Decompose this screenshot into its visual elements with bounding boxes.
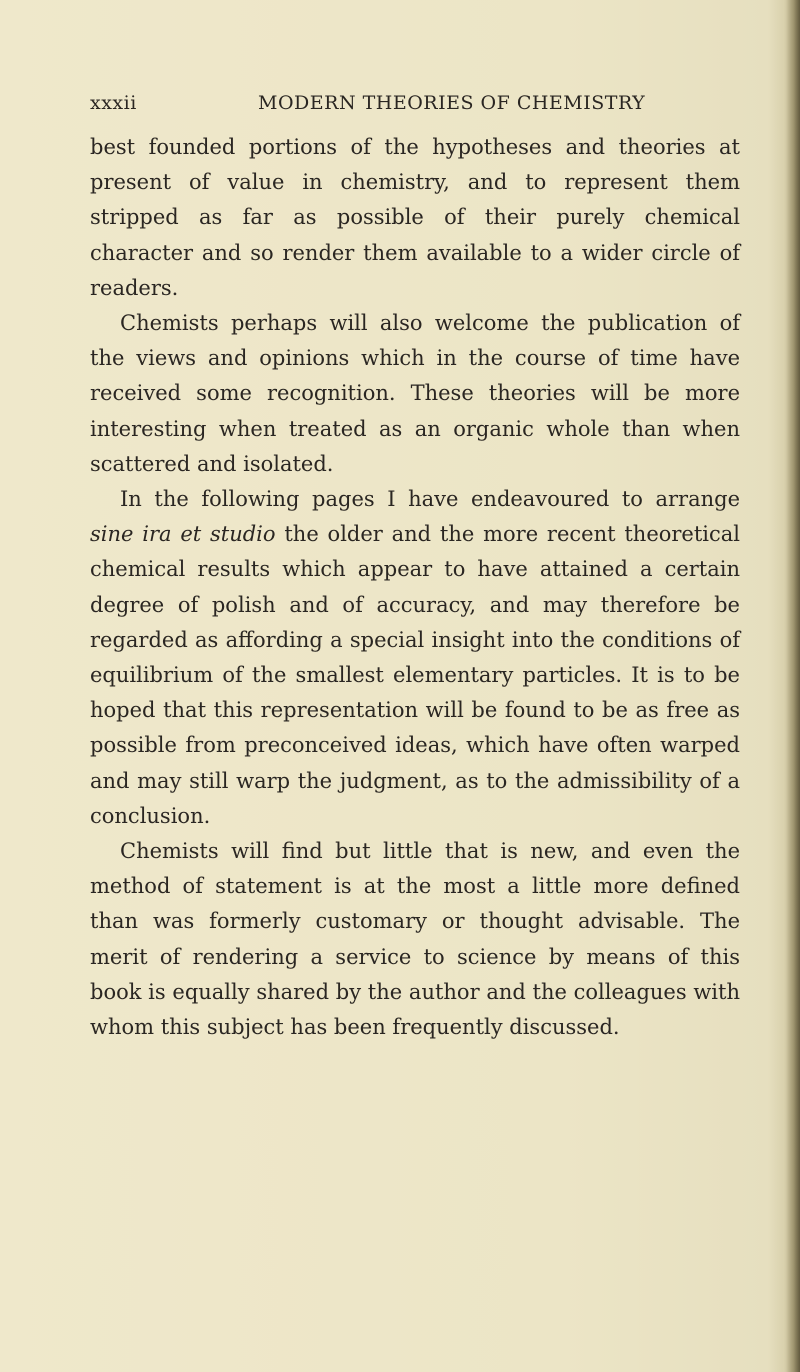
paragraph-3-end: the older and the more recent theoretical chemical results which appear to have attained a certain degree of polish and of accuracy, and may therefore be regarded as affording a special insight into the conditions of equilibrium of the smallest elementary particles. It is to be hoped that this representation will be found to be as free as possible from preconceived ideas, which have often warped and may still warp the judgment, as to the admissibility of a conclusion. [90,522,741,828]
paragraph-3-italic-phrase: sine ira et studio [90,522,276,547]
running-head [90,92,730,122]
paragraph-1: best founded portions of the hypotheses and theories at present of value in chemistry, and to represent them stripped as far as possible of their purely chemical character and so render them available to a wider circle of readers. [90,135,740,300]
paragraph-3-start: In the following pages I have endeavoured to arrange [120,487,740,512]
paragraph-2: Chemists perhaps will also welcome the publication of the views and opinions which in the course of time have received some recognition. These theories will be more interesting when treated as an organic whole than when scattered and isolated. [90,311,740,476]
paragraph-4: Chemists will find but little that is new, and even the method of statement is at the most a little more defined than was formerly customary or thought advisable. The merit of rendering a service to science by means of this book is equally shared by the author and the colleagues with whom this subject has been frequently discussed. [90,839,740,1040]
page-edge-shadow [786,0,800,1372]
body-text [90,130,740,1045]
paragraph-3 [90,482,740,834]
page-number: xxxii [90,92,137,114]
running-title: MODERN THEORIES OF CHEMISTRY [258,92,646,114]
